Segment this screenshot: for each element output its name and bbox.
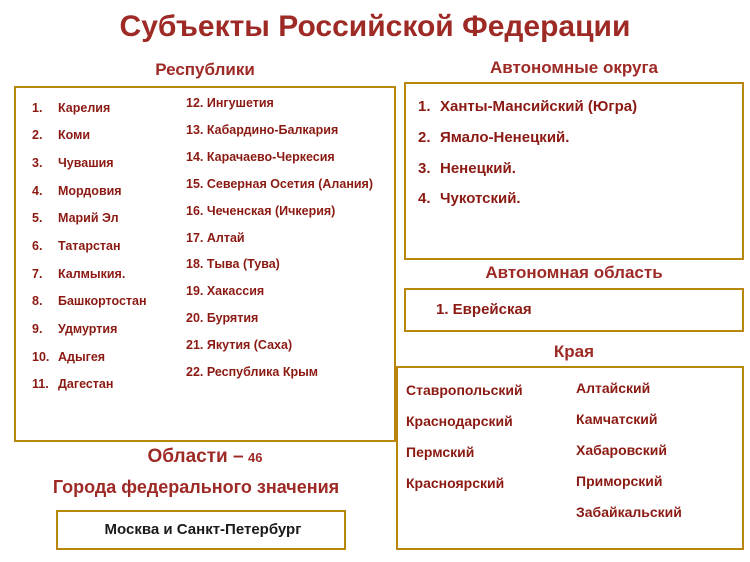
list-item <box>32 260 182 288</box>
list-item <box>32 122 182 150</box>
list-item: Забайкальский <box>576 503 682 520</box>
federal-cities-box <box>56 510 346 550</box>
item-label: Мордовия <box>58 183 122 198</box>
item-label: Дагестан <box>58 377 114 392</box>
item-label: Ямало-Ненецкий. <box>440 128 570 146</box>
krays-heading: Края <box>553 342 595 361</box>
autonomous-oblast-item: 1. Еврейская <box>436 301 532 318</box>
item-number: 2. <box>418 128 431 146</box>
republics-heading: Республики <box>155 60 255 79</box>
list-item: Хабаровский <box>576 441 667 458</box>
list-item: 20. Бурятия <box>186 311 259 326</box>
item-number: 10. <box>32 349 50 364</box>
item-number: 1. <box>418 98 431 115</box>
item-label: Адыгея <box>58 349 106 364</box>
federal-cities-heading: Города федерального значения <box>52 477 340 497</box>
item-number: 5. <box>32 211 43 226</box>
list-item <box>32 343 182 371</box>
item-label: Карелия <box>58 100 111 115</box>
list-item <box>32 232 182 260</box>
list-item <box>418 154 734 185</box>
item-number: 11. <box>32 377 49 392</box>
item-label: Татарстан <box>58 239 121 254</box>
item-number: 4. <box>32 183 43 198</box>
oblasti-count: 46 <box>248 450 263 465</box>
list-item: Красноярский <box>406 474 505 491</box>
item-label: Удмуртия <box>58 322 118 337</box>
item-label: Башкортостан <box>58 294 147 309</box>
list-item: Алтайский <box>576 379 651 396</box>
page-title: Субъекты Российской Федерации <box>119 10 631 43</box>
republics-box <box>14 86 396 442</box>
autonomous-okrugs-list <box>418 92 734 215</box>
republics-column-2 <box>186 90 394 386</box>
list-item <box>32 205 182 233</box>
krays-column-2 <box>576 372 741 527</box>
list-item <box>32 149 182 177</box>
list-item: 16. Чеченская (Ичкерия) <box>186 203 336 218</box>
item-number: 3. <box>32 155 43 170</box>
krays-box <box>396 366 744 550</box>
list-item: 19. Хакассия <box>186 284 265 299</box>
item-number: 3. <box>418 159 431 177</box>
item-number: 4. <box>418 190 431 208</box>
oblasti-count-line <box>14 446 396 468</box>
list-item: Камчатский <box>576 410 658 427</box>
list-item <box>418 92 734 123</box>
item-label: Калмыкия. <box>58 266 126 281</box>
list-item <box>32 288 182 316</box>
list-item <box>32 177 182 205</box>
list-item: Приморский <box>576 472 663 489</box>
oblasti-label: Области – <box>147 446 244 467</box>
list-item: Краснодарский <box>406 412 513 429</box>
item-number: 7. <box>32 266 43 281</box>
krays-column-1 <box>406 374 556 498</box>
list-item <box>32 94 182 122</box>
item-number: 1. <box>32 100 43 115</box>
list-item: 21. Якутия (Саха) <box>186 338 293 353</box>
item-label: Ненецкий. <box>440 159 516 177</box>
list-item <box>32 371 182 399</box>
item-label: Марий Эл <box>58 211 119 226</box>
list-item: 18. Тыва (Тува) <box>186 257 280 272</box>
item-label: Чукотский. <box>440 190 521 208</box>
list-item: 15. Северная Осетия (Алания) <box>186 176 374 191</box>
list-item: 13. Кабардино-Балкария <box>186 123 339 138</box>
item-label: Чувашия <box>58 155 114 170</box>
item-number: 6. <box>32 239 43 254</box>
autonomous-okrugs-heading: Автономные округа <box>490 58 658 77</box>
republics-column-1 <box>32 94 182 399</box>
federal-cities-value: Москва и Санкт-Петербург <box>104 521 302 538</box>
list-item: Пермский <box>406 443 475 460</box>
autonomous-oblast-box <box>404 288 744 332</box>
list-item: Ставропольский <box>406 381 523 398</box>
item-number: 2. <box>32 128 43 143</box>
list-item <box>32 316 182 344</box>
item-label: Ханты-Мансийский (Югра) <box>440 98 638 115</box>
list-item: 12. Ингушетия <box>186 96 274 111</box>
item-number: 8. <box>32 294 43 309</box>
item-label: Коми <box>58 128 91 143</box>
autonomous-oblast-heading: Автономная область <box>485 263 663 282</box>
list-item <box>418 123 734 154</box>
autonomous-okrugs-box <box>404 82 744 260</box>
list-item: 17. Алтай <box>186 230 245 245</box>
item-number: 9. <box>32 322 43 337</box>
list-item: 14. Карачаево-Черкесия <box>186 149 335 164</box>
list-item <box>418 184 734 215</box>
list-item: 22. Республика Крым <box>186 364 319 379</box>
